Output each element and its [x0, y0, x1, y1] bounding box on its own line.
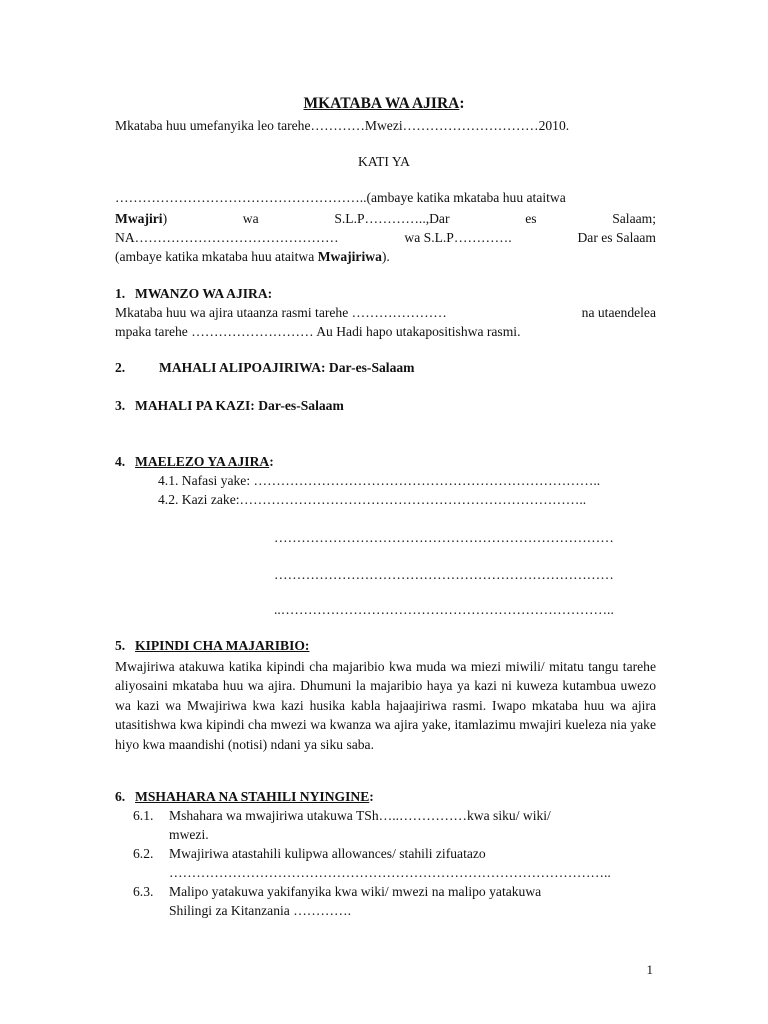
section-6-heading: 6. MSHAHARA NA STAHILI NYINGINE: — [115, 789, 374, 804]
parties-line-2: Mwajiri) wa S.L.P…………..,Dar es Salaam; — [115, 211, 656, 226]
section-5-paragraph: Mwajiriwa atakuwa katika kipindi cha majaribio kwa muda wa miezi miwili/ mitatu tangu tarehe aliyosaini mkataba huu wa ajira. Dhumuni la majaribio haya ya kazi ni kuweza kutambua uwezo wa kazi wa Mwajiriwa kwa kazi husika kabla hajaajiriwa rasmi. Iwapo mkataba huu wa ajira utasitishwa kwa kipindi cha mwezi wa kwanza wa ajira yake, itamlazimu mwajiri kueleza nia yake hiyo kwa maandishi (notisi) ndani ya siku saba. — [115, 659, 656, 752]
section-6-item-2-cont: …………………………………………………………………………………….. — [169, 865, 611, 880]
section-2-heading: 2. MAHALI ALIPOAJIRIWA: Dar-es-Salaam — [115, 360, 415, 375]
section-4-blank-line-1: ………………………………………………………………… — [274, 530, 614, 545]
section-4-item-1: 4.1. Nafasi yake: ………………………………………………………………….. — [158, 473, 601, 488]
employer-label: Mwajiri — [115, 211, 163, 226]
section-4-item-2: 4.2. Kazi zake:………………………………………………………………….. — [158, 492, 587, 507]
intro-line: Mkataba huu umefanyika leo tarehe…………Mwezi…………………………2010. — [115, 118, 570, 133]
section-4-heading: 4. MAELEZO YA AJIRA: — [115, 454, 274, 469]
parties-line-1: ………………………………………………..(ambaye katika mkataba huu ataitwa — [115, 190, 566, 205]
section-6-item-3-cont: Shilingi za Kitanzania …………. — [169, 903, 351, 918]
section-6-item-1: 6.1. Mshahara wa mwajiriwa utakuwa TSh…..……………kwa siku/ wiki/ — [133, 808, 551, 823]
section-5-heading: 5. KIPINDI CHA MAJARIBIO: — [115, 638, 310, 653]
between-heading: KATI YA — [358, 154, 410, 169]
section-1-heading: 1. MWANZO WA AJIRA: — [115, 286, 273, 301]
parties-line-3: NA……………………………………… wa S.L.P…………. Dar es Salaam — [115, 230, 656, 245]
section-3-heading: 3. MAHALI PA KAZI: Dar-es-Salaam — [115, 398, 344, 413]
section-1-line-1: Mkataba huu wa ajira utaanza rasmi tarehe ………………… na utaendelea — [115, 305, 656, 320]
section-6-item-2: 6.2. Mwajiriwa atastahili kulipwa allowances/ stahili zifuatazo — [133, 846, 486, 861]
section-6-item-3: 6.3. Malipo yatakuwa yakifanyika kwa wiki/ mwezi na malipo yatakuwa — [133, 884, 542, 899]
page-number: 1 — [646, 962, 653, 977]
section-1-line-2: mpaka tarehe ……………………… Au Hadi hapo utakapositishwa rasmi. — [115, 324, 521, 339]
parties-line-4: (ambaye katika mkataba huu ataitwa Mwajiriwa). — [115, 249, 390, 264]
section-6-item-1-cont: mwezi. — [169, 827, 209, 842]
document-title: MKATABA WA AJIRA: — [303, 95, 465, 112]
section-4-blank-line-3: ..……………………………………………………………….. — [274, 602, 614, 617]
section-4-blank-line-2: ………………………………………………………………… — [274, 567, 614, 582]
